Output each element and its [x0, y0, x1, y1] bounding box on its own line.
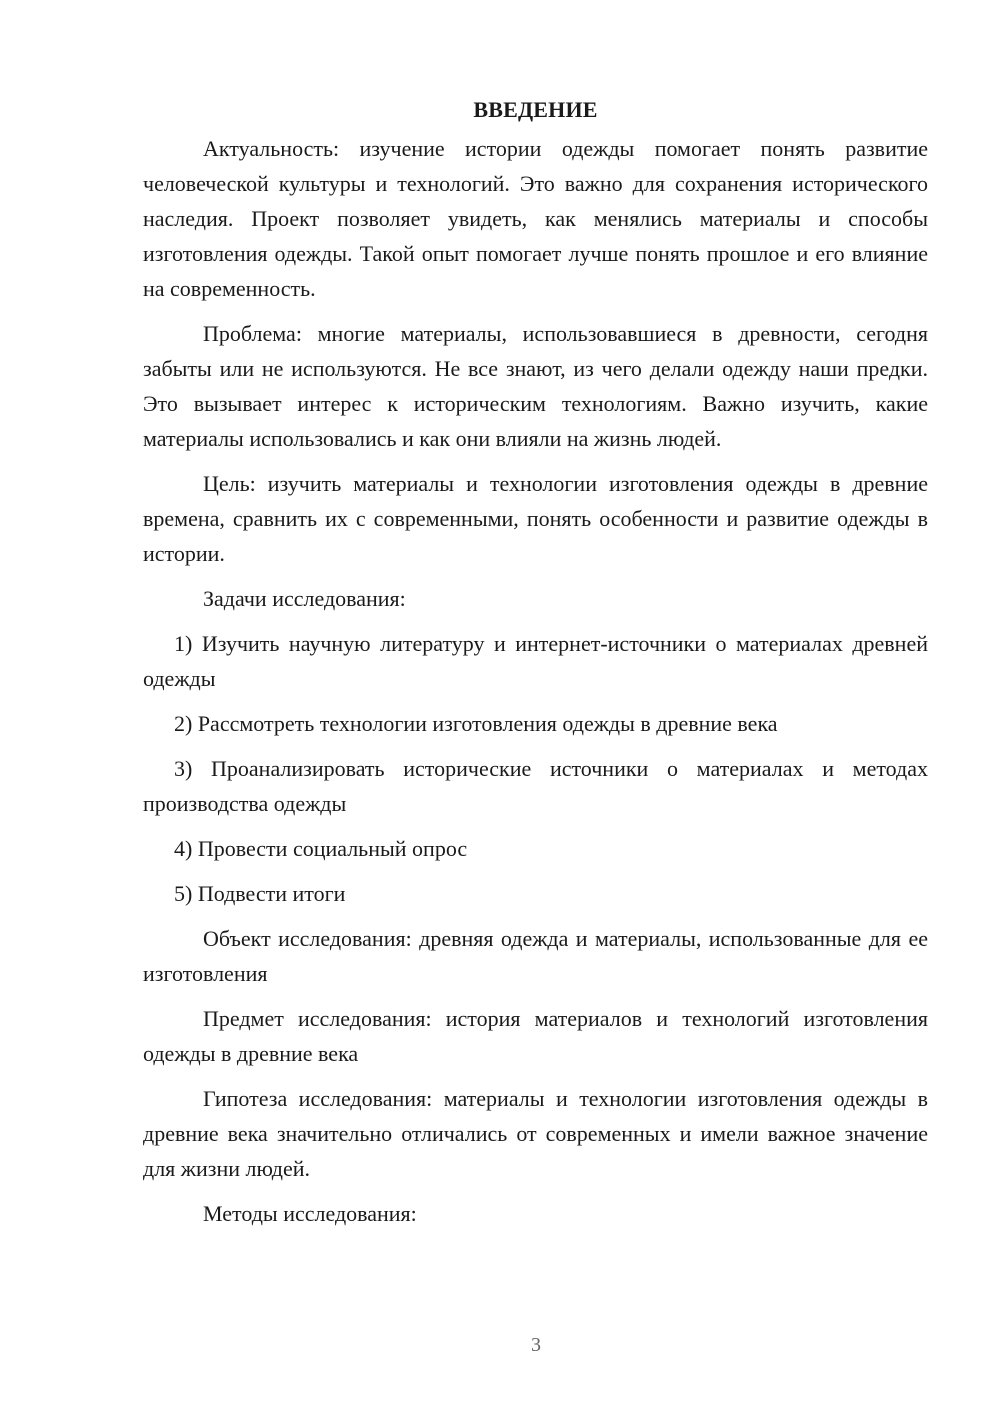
page-title: ВВЕДЕНИЕ [473, 97, 598, 122]
task-item-5: 5) Подвести итоги [174, 881, 346, 906]
methods-heading: Методы исследования: [203, 1201, 417, 1226]
task-item-1: 1) Изучить научную литературу и интернет-источники о материалах древней одежды [143, 631, 928, 691]
problem-paragraph: Проблема: многие материалы, использовавшиеся в древности, сегодня забыты или не используются. Не все знают, из чего делали одежду наши предки. Это вызывает интерес к историческим технологиям. Важно изучить, какие материалы использовались и как они влияли на жизнь людей. [143, 321, 928, 451]
page-number: 3 [531, 1334, 541, 1356]
task-item-4: 4) Провести социальный опрос [174, 836, 468, 861]
document-page [143, 92, 928, 1241]
tasks-heading: Задачи исследования: [203, 586, 406, 611]
task-item-2: 2) Рассмотреть технологии изготовления одежды в древние века [174, 711, 778, 736]
subject-paragraph: Предмет исследования: история материалов и технологий изготовления одежды в древние века [143, 1006, 928, 1066]
goal-paragraph: Цель: изучить материалы и технологии изготовления одежды в древние времена, сравнить их с современными, понять особенности и развитие одежды в истории. [143, 471, 928, 566]
task-item-3: 3) Проанализировать исторические источники о материалах и методах производства одежды [143, 756, 928, 816]
relevance-paragraph: Актуальность: изучение истории одежды помогает понять развитие человеческой культуры и технологий. Это важно для сохранения исторического наследия. Проект позволяет увидеть, как менялись материалы и способы изготовления одежды. Такой опыт помогает лучше понять прошлое и его влияние на современность. [143, 136, 928, 301]
object-paragraph: Объект исследования: древняя одежда и материалы, использованные для ее изготовления [143, 926, 928, 986]
hypothesis-paragraph: Гипотеза исследования: материалы и технологии изготовления одежды в древние века значительно отличались от современных и имели важное значение для жизни людей. [143, 1086, 928, 1181]
